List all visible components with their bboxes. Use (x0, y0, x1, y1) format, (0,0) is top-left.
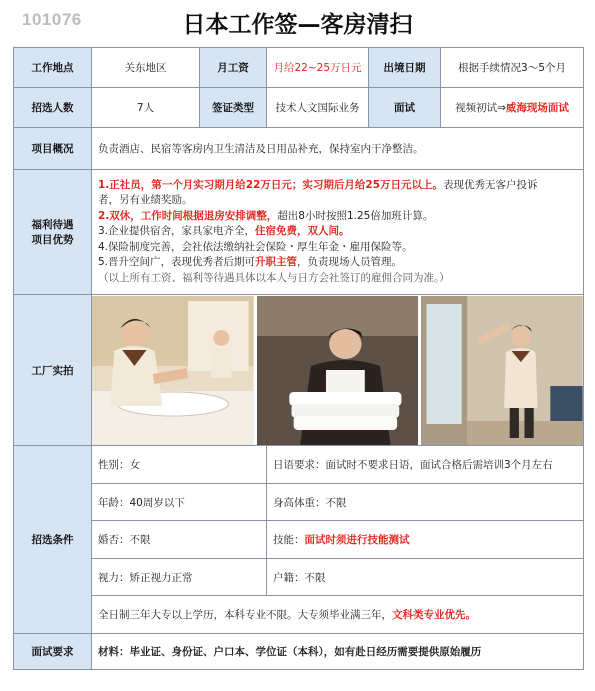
gender: 性别：女 (92, 446, 267, 484)
conditions-label: 招选条件 (14, 446, 92, 634)
benefit-2-highlight: 2.双休，工作时间根据退房安排调整， (98, 209, 278, 222)
benefits-label-line2: 项目优势 (31, 234, 74, 246)
japanese-requirement: 日语要求：面试时不要求日语，面试合格后需培训3个月左右 (267, 446, 584, 484)
job-code: 101076 (22, 10, 82, 29)
benefit-item-1b: 者，另有业绩奖励。 (98, 194, 193, 207)
benefit-item-3 (98, 224, 577, 240)
benefits-label-line1: 福利待遇 (31, 219, 74, 231)
benefit-1-text: 表现优秀无客户投诉 (443, 178, 538, 191)
benefit-item-2 (98, 209, 577, 225)
interview-prefix: 视频初试⇒ (455, 102, 506, 114)
benefit-1-highlight: 1.正社员，第一个月实习期月给22万日元；实习期后月给25万日元以上。 (98, 178, 444, 191)
benefits-label (14, 170, 92, 295)
visa-value: 技术人文国际业务 (267, 88, 369, 128)
departure-value: 根据手续情况3～5个月 (441, 48, 584, 88)
interview-req-text: 材料：毕业证、身份证、户口本、学位证（本科），如有赴日经历需要提供原始履历 (92, 634, 584, 670)
height-weight: 身高体重：不限 (267, 484, 584, 521)
benefit-5-highlight: 升职主管 (255, 256, 298, 269)
photo-towels (257, 296, 419, 445)
job-table (13, 47, 584, 670)
skill-requirement (267, 521, 584, 559)
hukou: 户籍：不限 (267, 559, 584, 596)
photo-window-cleaning (421, 296, 583, 445)
departure-label: 出境日期 (369, 48, 441, 88)
benefit-item-4: 4.保险制度完善，会社依法缴纳社会保险・厚生年金・雇用保险等。 (98, 240, 413, 253)
benefit-2-text: 超出8小时按照1.25倍加班计算。 (277, 209, 434, 222)
benefit-3-highlight: 住宿免费，双人间。 (255, 225, 350, 238)
recruit-value: 7人 (92, 88, 200, 128)
visa-label: 签证类型 (200, 88, 267, 128)
overview-text: 负责酒店、民宿等客房内卫生清洁及日用品补充，保持室内干净整洁。 (92, 128, 584, 170)
location-label: 工作地点 (14, 48, 92, 88)
education-text: 全日制三年大专以上学历，本科专业不限。大专须毕业满三年， (98, 609, 392, 621)
page-title: 日本工作签—客房清扫 (182, 12, 413, 38)
education-requirement (92, 596, 584, 634)
benefit-5-text-end: ，负责现场人员管理。 (297, 256, 403, 269)
factory-photos (92, 295, 584, 446)
interview-label: 面试 (369, 88, 441, 128)
marital-status: 婚否：不限 (92, 521, 267, 559)
benefits-note: （以上所有工资、福利等待遇具体以本人与日方会社签订的雇佣合同为准。） (98, 271, 450, 284)
overview-label: 项目概况 (14, 128, 92, 170)
vision: 视力：矫正视力正常 (92, 559, 267, 596)
photo-bathroom-cleaning (92, 296, 254, 445)
recruit-label: 招选人数 (14, 88, 92, 128)
skill-label: 技能： (273, 534, 305, 546)
benefit-item-5 (98, 255, 577, 271)
skill-value: 面试时须进行技能测试 (304, 534, 410, 546)
education-highlight: 文科类专业优先。 (392, 609, 476, 621)
factory-label: 工厂实拍 (14, 295, 92, 446)
salary-value: 月给22~25万日元 (267, 48, 369, 88)
interview-highlight: 威海现场面试 (505, 102, 569, 114)
benefit-item-1 (98, 178, 577, 194)
location-value: 关东地区 (92, 48, 200, 88)
benefit-5-text: 5.晋升空间广，表现优秀者后期可 (98, 256, 256, 269)
interview-value (441, 88, 584, 128)
interview-req-label: 面试要求 (14, 634, 92, 670)
age: 年龄：40周岁以下 (92, 484, 267, 521)
salary-label: 月工资 (200, 48, 267, 88)
benefit-3-text: 3.企业提供宿舍，家具家电齐全， (98, 225, 256, 238)
benefits-list (92, 170, 584, 295)
